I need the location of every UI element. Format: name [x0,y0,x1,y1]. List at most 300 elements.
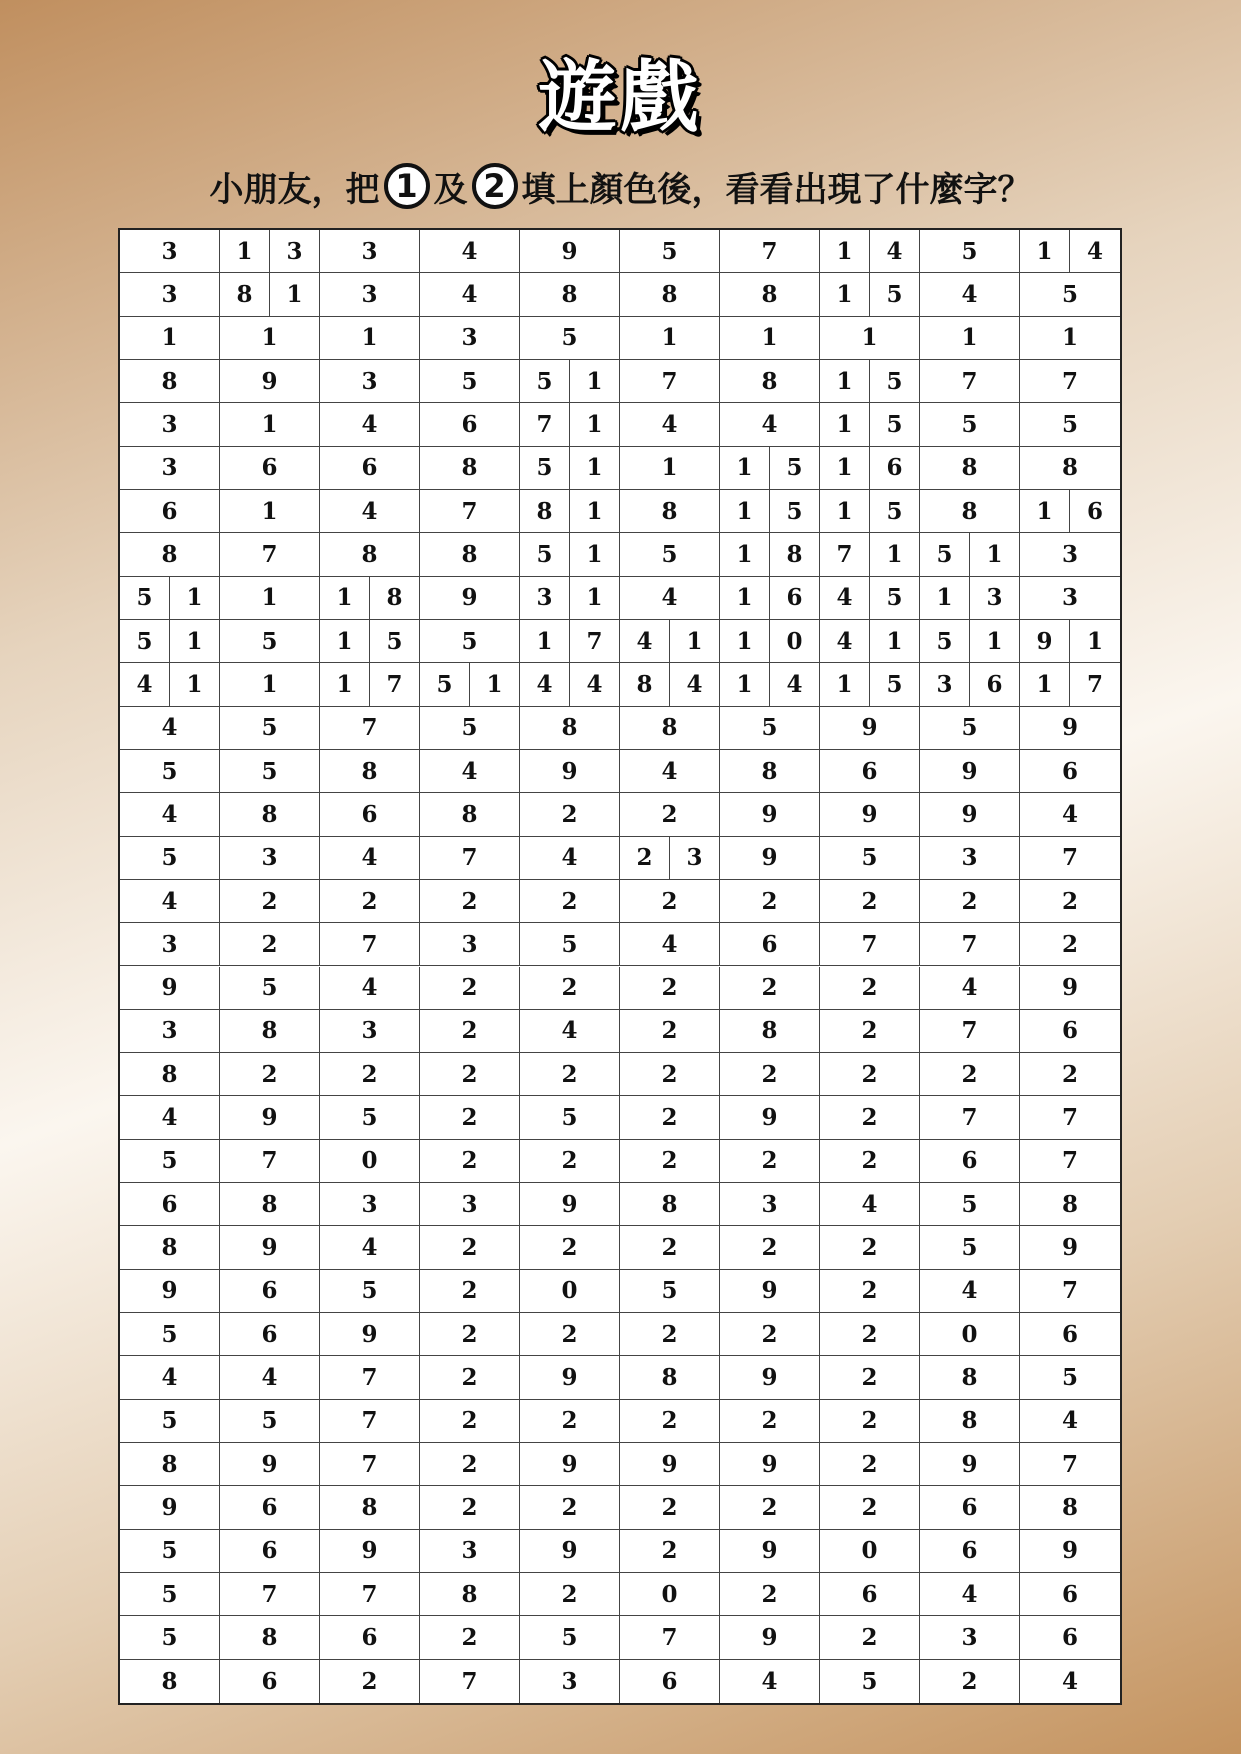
grid-cell[interactable]: 7 [920,923,1020,965]
grid-cell[interactable]: 4 [820,577,870,619]
grid-cell[interactable]: 7 [420,837,520,879]
grid-cell[interactable]: 3 [320,1183,420,1225]
grid-cell[interactable]: 4 [120,880,220,922]
grid-cell[interactable]: 2 [620,1226,720,1268]
grid-cell[interactable]: 1 [920,577,970,619]
grid-cell[interactable]: 1 [720,447,770,489]
grid-cell[interactable]: 8 [920,490,1020,532]
grid-cell[interactable]: 5 [1061,410,1078,438]
grid-cell[interactable]: 4 [820,620,870,662]
grid-cell[interactable]: 5 [220,707,320,749]
grid-cell[interactable]: 5 [320,1096,420,1138]
grid-cell[interactable]: 4 [1061,1407,1078,1435]
grid-cell[interactable]: 2 [920,1053,1020,1095]
grid-cell[interactable]: 8 [720,750,820,792]
grid-cell[interactable]: 2 [920,880,1020,922]
grid-cell[interactable]: 3 [420,1183,520,1225]
grid-cell[interactable]: 7 [1061,844,1078,872]
grid-cell[interactable]: 5 [870,273,920,315]
grid-cell[interactable]: 5 [1061,1364,1078,1392]
grid-cell[interactable]: 1 [570,447,620,489]
grid-cell[interactable]: 9 [120,1486,220,1528]
grid-cell[interactable]: 7 [920,1010,1020,1052]
grid-cell[interactable]: 5 [420,620,520,662]
grid-cell[interactable]: 1 [870,533,920,575]
grid-cell[interactable]: 2 [720,1226,820,1268]
grid-cell[interactable]: 6 [1061,1320,1078,1348]
grid-cell[interactable]: 2 [420,1356,520,1398]
grid-cell[interactable]: 6 [320,1616,420,1658]
grid-cell[interactable]: 4 [120,1096,220,1138]
grid-cell[interactable]: 8 [1061,454,1078,482]
grid-cell[interactable]: 8 [520,273,620,315]
grid-cell[interactable]: 1 [720,620,770,662]
grid-cell[interactable]: 8 [220,1183,320,1225]
grid-cell[interactable]: 8 [620,490,720,532]
grid-cell[interactable]: 5 [420,663,470,705]
grid-cell[interactable]: 5 [120,1140,220,1182]
grid-cell[interactable]: 5 [120,577,170,619]
grid-cell[interactable]: 1 [720,533,770,575]
grid-cell[interactable]: 2 [520,1226,620,1268]
grid-cell[interactable]: 8 [220,1616,320,1658]
grid-cell[interactable]: 5 [220,967,320,1009]
grid-cell[interactable]: 1 [820,317,920,359]
grid-cell[interactable]: 2 [620,1010,720,1052]
grid-cell[interactable]: 2 [820,1096,920,1138]
grid-cell[interactable]: 1 [1061,324,1078,352]
grid-cell[interactable]: 3 [220,837,320,879]
grid-cell[interactable]: 2 [520,1140,620,1182]
grid-cell[interactable]: 7 [1061,1450,1078,1478]
grid-cell[interactable]: 4 [120,793,220,835]
grid-cell[interactable]: 8 [420,447,520,489]
grid-cell[interactable]: 9 [720,1270,820,1312]
grid-cell[interactable]: 8 [1061,1190,1078,1218]
grid-cell[interactable]: 0 [770,620,820,662]
grid-cell[interactable]: 1 [970,533,1020,575]
grid-cell[interactable]: 5 [820,1660,920,1703]
grid-cell[interactable]: 9 [120,1270,220,1312]
grid-cell[interactable]: 8 [620,1183,720,1225]
grid-cell[interactable]: 7 [370,663,420,705]
grid-cell[interactable]: 4 [620,750,720,792]
grid-cell[interactable]: 7 [920,1096,1020,1138]
grid-cell[interactable]: 4 [720,1660,820,1703]
grid-cell[interactable]: 6 [920,1486,1020,1528]
grid-cell[interactable]: 4 [670,663,720,705]
grid-cell[interactable]: 8 [220,1010,320,1052]
grid-cell[interactable]: 2 [520,1400,620,1442]
grid-cell[interactable]: 4 [420,750,520,792]
grid-cell[interactable]: 1 [720,490,770,532]
grid-cell[interactable]: 2 [920,1660,1020,1703]
grid-cell[interactable]: 9 [520,1183,620,1225]
grid-cell[interactable]: 4 [820,1183,920,1225]
grid-cell[interactable]: 5 [120,620,170,662]
grid-cell[interactable]: 5 [620,230,720,272]
grid-cell[interactable]: 2 [420,1443,520,1485]
grid-cell[interactable]: 9 [520,1443,620,1485]
grid-cell[interactable]: 2 [620,967,720,1009]
grid-cell[interactable]: 2 [720,1486,820,1528]
grid-cell[interactable]: 2 [620,793,720,835]
grid-cell[interactable]: 5 [620,1270,720,1312]
grid-cell[interactable]: 5 [870,360,920,402]
grid-cell[interactable]: 8 [120,1226,220,1268]
grid-cell[interactable]: 1 [220,490,320,532]
grid-cell[interactable]: 4 [1086,237,1103,265]
grid-cell[interactable]: 9 [920,1443,1020,1485]
grid-cell[interactable]: 4 [520,1010,620,1052]
grid-cell[interactable]: 4 [120,663,170,705]
grid-cell[interactable]: 6 [1061,1017,1078,1045]
grid-cell[interactable]: 7 [220,1140,320,1182]
grid-cell[interactable]: 2 [320,1660,420,1703]
grid-cell[interactable]: 5 [770,447,820,489]
grid-cell[interactable]: 6 [620,1660,720,1703]
grid-cell[interactable]: 1 [170,577,220,619]
grid-cell[interactable]: 2 [520,1486,620,1528]
grid-cell[interactable]: 0 [920,1313,1020,1355]
grid-cell[interactable]: 2 [520,1313,620,1355]
grid-cell[interactable]: 2 [820,1313,920,1355]
grid-cell[interactable]: 4 [570,663,620,705]
grid-cell[interactable]: 1 [570,490,620,532]
grid-cell[interactable]: 2 [420,1270,520,1312]
grid-cell[interactable]: 6 [220,1530,320,1572]
grid-cell[interactable]: 1 [320,317,420,359]
grid-cell[interactable]: 2 [820,880,920,922]
grid-cell[interactable]: 1 [820,403,870,445]
grid-cell[interactable]: 1 [620,447,720,489]
grid-cell[interactable]: 2 [420,1053,520,1095]
grid-cell[interactable]: 7 [320,1573,420,1615]
grid-cell[interactable]: 4 [620,923,720,965]
grid-cell[interactable]: 7 [220,1573,320,1615]
grid-cell[interactable]: 1 [170,663,220,705]
grid-cell[interactable]: 2 [320,880,420,922]
grid-cell[interactable]: 5 [870,490,920,532]
grid-cell[interactable]: 7 [570,620,620,662]
grid-cell[interactable]: 4 [620,403,720,445]
grid-cell[interactable]: 9 [520,1356,620,1398]
grid-cell[interactable]: 2 [520,880,620,922]
grid-cell[interactable]: 5 [520,360,570,402]
grid-cell[interactable]: 9 [820,793,920,835]
grid-cell[interactable]: 1 [820,663,870,705]
grid-cell[interactable]: 2 [420,1400,520,1442]
grid-cell[interactable]: 5 [220,750,320,792]
grid-cell[interactable]: 1 [620,317,720,359]
grid-cell[interactable]: 9 [720,1530,820,1572]
grid-cell[interactable]: 4 [320,403,420,445]
grid-cell[interactable]: 7 [1061,1147,1078,1175]
grid-cell[interactable]: 1 [820,490,870,532]
grid-cell[interactable]: 6 [1061,1580,1078,1608]
grid-cell[interactable]: 5 [420,707,520,749]
grid-cell[interactable]: 5 [520,447,570,489]
grid-cell[interactable]: 2 [420,1096,520,1138]
grid-cell[interactable]: 2 [820,1616,920,1658]
grid-cell[interactable]: 5 [220,1400,320,1442]
grid-cell[interactable]: 4 [920,273,1020,315]
grid-cell[interactable]: 9 [320,1530,420,1572]
grid-cell[interactable]: 9 [720,793,820,835]
grid-cell[interactable]: 2 [420,967,520,1009]
grid-cell[interactable]: 1 [320,577,370,619]
grid-cell[interactable]: 0 [320,1140,420,1182]
grid-cell[interactable]: 5 [920,1226,1020,1268]
grid-cell[interactable]: 6 [820,1573,920,1615]
grid-cell[interactable]: 6 [920,1530,1020,1572]
grid-cell[interactable]: 9 [1020,620,1070,662]
grid-cell[interactable]: 5 [120,1400,220,1442]
grid-cell[interactable]: 6 [1061,757,1078,785]
grid-cell[interactable]: 6 [220,1486,320,1528]
grid-cell[interactable]: 3 [520,1660,620,1703]
grid-cell[interactable]: 2 [820,1226,920,1268]
grid-cell[interactable]: 7 [220,533,320,575]
grid-cell[interactable]: 1 [320,663,370,705]
grid-cell[interactable]: 2 [720,1053,820,1095]
grid-cell[interactable]: 2 [520,793,620,835]
grid-cell[interactable]: 2 [820,1443,920,1485]
grid-cell[interactable]: 1 [220,403,320,445]
grid-cell[interactable]: 6 [870,447,920,489]
grid-cell[interactable]: 1 [1020,230,1070,272]
grid-cell[interactable]: 6 [1061,1624,1078,1651]
grid-cell[interactable]: 1 [570,533,620,575]
grid-cell[interactable]: 2 [220,1053,320,1095]
grid-cell[interactable]: 2 [820,1356,920,1398]
grid-cell[interactable]: 8 [420,1573,520,1615]
grid-cell[interactable]: 2 [420,1616,520,1658]
grid-cell[interactable]: 2 [420,880,520,922]
grid-cell[interactable]: 5 [120,1573,220,1615]
grid-cell[interactable]: 1 [820,360,870,402]
grid-cell[interactable]: 8 [720,360,820,402]
grid-cell[interactable]: 6 [220,1660,320,1703]
grid-cell[interactable]: 2 [620,1530,720,1572]
grid-cell[interactable]: 2 [620,1313,720,1355]
grid-cell[interactable]: 4 [770,663,820,705]
grid-cell[interactable]: 9 [1061,974,1078,1002]
grid-cell[interactable]: 8 [220,273,270,315]
grid-cell[interactable]: 1 [820,273,870,315]
grid-cell[interactable]: 2 [420,1313,520,1355]
grid-cell[interactable]: 2 [1061,1060,1078,1088]
grid-cell[interactable]: 5 [870,663,920,705]
grid-cell[interactable]: 7 [320,707,420,749]
grid-cell[interactable]: 1 [570,577,620,619]
grid-cell[interactable]: 1 [870,620,920,662]
grid-cell[interactable]: 6 [920,1140,1020,1182]
grid-cell[interactable]: 9 [720,1616,820,1658]
grid-cell[interactable]: 1 [820,230,870,272]
grid-cell[interactable]: 2 [720,1140,820,1182]
grid-cell[interactable]: 5 [220,620,320,662]
grid-cell[interactable]: 1 [520,620,570,662]
grid-cell[interactable]: 3 [920,663,970,705]
grid-cell[interactable]: 5 [870,403,920,445]
grid-cell[interactable]: 5 [120,1313,220,1355]
grid-cell[interactable]: 2 [1061,887,1078,915]
grid-cell[interactable]: 6 [720,923,820,965]
grid-cell[interactable]: 6 [320,793,420,835]
grid-cell[interactable]: 7 [820,533,870,575]
grid-cell[interactable]: 3 [420,1530,520,1572]
grid-cell[interactable]: 7 [320,1443,420,1485]
grid-cell[interactable]: 8 [620,273,720,315]
grid-cell[interactable]: 1 [1086,627,1103,655]
grid-cell[interactable]: 9 [420,577,520,619]
grid-cell[interactable]: 3 [120,273,220,315]
grid-cell[interactable]: 9 [220,1226,320,1268]
grid-cell[interactable]: 9 [620,1443,720,1485]
grid-cell[interactable]: 2 [620,1053,720,1095]
grid-cell[interactable]: 8 [520,707,620,749]
grid-cell[interactable]: 7 [920,360,1020,402]
grid-cell[interactable]: 2 [420,1010,520,1052]
grid-cell[interactable]: 1 [570,360,620,402]
grid-cell[interactable]: 3 [120,230,220,272]
grid-cell[interactable]: 2 [620,1140,720,1182]
grid-cell[interactable]: 9 [820,707,920,749]
grid-cell[interactable]: 6 [820,750,920,792]
grid-cell[interactable]: 5 [920,533,970,575]
grid-cell[interactable]: 4 [120,1356,220,1398]
grid-cell[interactable]: 7 [620,1616,720,1658]
grid-cell[interactable]: 1 [220,663,320,705]
grid-cell[interactable]: 2 [720,1400,820,1442]
grid-cell[interactable]: 5 [320,1270,420,1312]
grid-cell[interactable]: 5 [920,403,1020,445]
grid-cell[interactable]: 9 [1061,1234,1078,1262]
grid-cell[interactable]: 1 [570,403,620,445]
grid-cell[interactable]: 7 [720,230,820,272]
grid-cell[interactable]: 5 [920,230,1020,272]
grid-cell[interactable]: 1 [470,663,520,705]
grid-cell[interactable]: 4 [920,967,1020,1009]
grid-cell[interactable]: 2 [520,1053,620,1095]
grid-cell[interactable]: 6 [970,663,1020,705]
grid-cell[interactable]: 9 [720,1443,820,1485]
grid-cell[interactable]: 4 [120,707,220,749]
grid-cell[interactable]: 6 [220,1313,320,1355]
grid-cell[interactable]: 8 [320,1486,420,1528]
grid-cell[interactable]: 5 [520,533,570,575]
grid-cell[interactable]: 1 [1020,663,1070,705]
grid-cell[interactable]: 5 [120,1530,220,1572]
grid-cell[interactable]: 8 [120,1660,220,1703]
grid-cell[interactable]: 8 [620,663,670,705]
grid-cell[interactable]: 3 [120,923,220,965]
grid-cell[interactable]: 3 [420,317,520,359]
grid-cell[interactable]: 2 [720,880,820,922]
grid-cell[interactable]: 7 [1061,367,1078,395]
grid-cell[interactable]: 9 [220,1096,320,1138]
grid-cell[interactable]: 8 [320,750,420,792]
grid-cell[interactable]: 9 [1061,714,1078,742]
grid-cell[interactable]: 2 [720,1573,820,1615]
grid-cell[interactable]: 7 [320,1356,420,1398]
grid-cell[interactable]: 9 [720,837,820,879]
grid-cell[interactable]: 8 [920,447,1020,489]
grid-cell[interactable]: 2 [720,1313,820,1355]
grid-cell[interactable]: 9 [720,1356,820,1398]
grid-cell[interactable]: 8 [520,490,570,532]
grid-cell[interactable]: 4 [1061,800,1078,828]
grid-cell[interactable]: 5 [520,1616,620,1658]
grid-cell[interactable]: 2 [420,1140,520,1182]
grid-cell[interactable]: 4 [870,230,920,272]
grid-cell[interactable]: 1 [270,273,320,315]
grid-cell[interactable]: 3 [920,837,1020,879]
grid-cell[interactable]: 4 [920,1573,1020,1615]
grid-cell[interactable]: 5 [520,317,620,359]
grid-cell[interactable]: 9 [220,360,320,402]
grid-cell[interactable]: 2 [820,967,920,1009]
grid-cell[interactable]: 9 [220,1443,320,1485]
grid-cell[interactable]: 1 [720,577,770,619]
grid-cell[interactable]: 7 [1061,1104,1078,1132]
grid-cell[interactable]: 8 [420,793,520,835]
grid-cell[interactable]: 5 [420,360,520,402]
grid-cell[interactable]: 1 [220,317,320,359]
grid-cell[interactable]: 5 [120,1616,220,1658]
grid-cell[interactable]: 2 [820,1010,920,1052]
grid-cell[interactable]: 1 [220,577,320,619]
grid-cell[interactable]: 5 [920,707,1020,749]
grid-cell[interactable]: 2 [620,837,670,879]
grid-cell[interactable]: 2 [820,1053,920,1095]
grid-cell[interactable]: 2 [820,1400,920,1442]
grid-cell[interactable]: 8 [920,1356,1020,1398]
grid-cell[interactable]: 2 [620,1400,720,1442]
grid-cell[interactable]: 3 [120,447,220,489]
grid-cell[interactable]: 5 [120,750,220,792]
grid-cell[interactable]: 8 [1061,1494,1078,1522]
grid-cell[interactable]: 4 [620,620,670,662]
grid-cell[interactable]: 3 [270,230,320,272]
grid-cell[interactable]: 4 [320,967,420,1009]
grid-cell[interactable]: 2 [720,967,820,1009]
grid-cell[interactable]: 1 [720,663,770,705]
grid-cell[interactable]: 3 [320,1010,420,1052]
grid-cell[interactable]: 8 [920,1400,1020,1442]
grid-cell[interactable]: 2 [620,880,720,922]
grid-cell[interactable]: 4 [920,1270,1020,1312]
grid-cell[interactable]: 3 [720,1183,820,1225]
grid-cell[interactable]: 7 [320,923,420,965]
grid-cell[interactable]: 3 [970,577,1020,619]
grid-cell[interactable]: 5 [820,837,920,879]
grid-cell[interactable]: 1 [970,620,1020,662]
grid-cell[interactable]: 8 [620,707,720,749]
grid-cell[interactable]: 1 [220,230,270,272]
grid-cell[interactable]: 5 [370,620,420,662]
grid-cell[interactable]: 9 [120,967,220,1009]
grid-cell[interactable]: 9 [720,1096,820,1138]
grid-cell[interactable]: 5 [770,490,820,532]
grid-cell[interactable]: 7 [320,1400,420,1442]
grid-cell[interactable]: 2 [620,1096,720,1138]
grid-cell[interactable]: 2 [520,1573,620,1615]
grid-cell[interactable]: 5 [920,1183,1020,1225]
grid-cell[interactable]: 7 [1061,1277,1078,1305]
grid-cell[interactable]: 3 [320,230,420,272]
